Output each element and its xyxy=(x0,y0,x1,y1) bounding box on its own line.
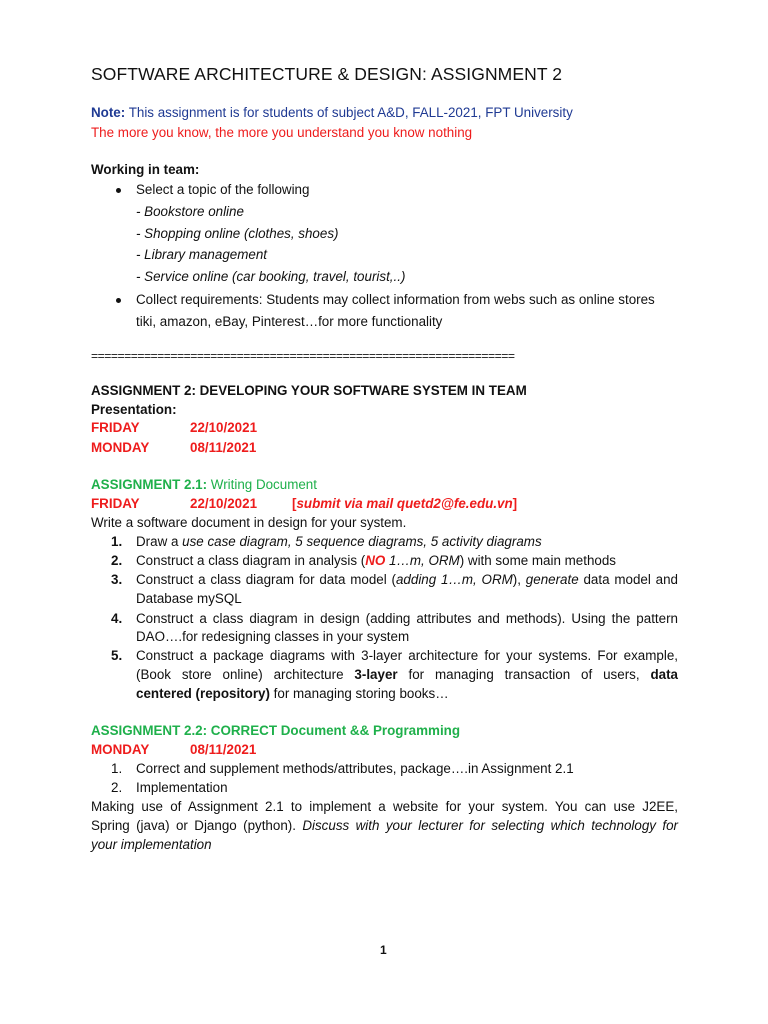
note-line xyxy=(91,105,573,120)
list-item-4-line-1: Construct a class diagram in design (adding attributes and methods). Using the pattern xyxy=(136,611,678,626)
list-item-2: Construct a class diagram in analysis (NO 1…m, ORM) with some main methods xyxy=(136,553,616,568)
a22-paragraph-line-1: Making use of Assignment 2.1 to implement a website for your system. You can use J2EE, xyxy=(91,799,678,814)
deadline-day: FRIDAY xyxy=(91,496,140,511)
note-text: This assignment is for students of subject A&D, FALL-2021, FPT University xyxy=(125,105,573,120)
assignment-2-2-heading: ASSIGNMENT 2.2: CORRECT Document && Programming xyxy=(91,723,461,738)
list-item-5-line-1: Construct a package diagrams with 3-layer architecture for your systems. For example, xyxy=(136,648,678,663)
list-number: 4. xyxy=(111,611,123,626)
list-number: 5. xyxy=(111,648,123,663)
presentation-date: 08/11/2021 xyxy=(190,440,257,455)
heading-prefix: ASSIGNMENT 2.1: xyxy=(91,477,211,492)
list-number: 2. xyxy=(111,553,123,568)
heading-title: Writing Document xyxy=(210,477,317,492)
a22-item-1: Correct and supplement methods/attributes, package….in Assignment 2.1 xyxy=(136,761,574,776)
assignment-2-1-heading xyxy=(91,477,317,492)
deadline-date: 08/11/2021 xyxy=(190,742,257,757)
topic-item: - Service online (car booking, travel, tourist,..) xyxy=(136,269,406,284)
presentation-day: FRIDAY xyxy=(91,420,140,435)
deadline-day: MONDAY xyxy=(91,742,150,757)
bullet-dot xyxy=(116,298,121,303)
document-title: SOFTWARE ARCHITECTURE & DESIGN: ASSIGNMENT 2 xyxy=(91,64,563,84)
presentation-day: MONDAY xyxy=(91,440,150,455)
requirements-line-2: tiki, amazon, eBay, Pinterest…for more functionality xyxy=(136,314,443,329)
presentation-label: Presentation: xyxy=(91,402,177,417)
a22-item-2: Implementation xyxy=(136,780,228,795)
topic-bullet: Select a topic of the following xyxy=(136,182,310,197)
separator-line: ================================================================ xyxy=(91,349,515,363)
team-heading: Working in team: xyxy=(91,162,200,177)
deadline-date: 22/10/2021 xyxy=(190,496,258,511)
list-item-3-line-1: Construct a class diagram for data model (adding 1…m, ORM), generate data model and xyxy=(136,572,678,587)
list-number: 2. xyxy=(111,780,123,795)
topic-item: - Library management xyxy=(136,247,267,262)
list-item-3-line-2: Database mySQL xyxy=(136,591,242,606)
list-number: 3. xyxy=(111,572,123,587)
list-item-1: Draw a use case diagram, 5 sequence diagrams, 5 activity diagrams xyxy=(136,534,542,549)
note-quote: The more you know, the more you understand you know nothing xyxy=(91,125,473,140)
list-item-4-line-2: DAO….for redesigning classes in your system xyxy=(136,629,410,644)
assignment-2-1-intro: Write a software document in design for your system. xyxy=(91,515,407,530)
note-label: Note: xyxy=(91,105,126,120)
submit-email-text: submit via mail quetd2@fe.edu.vn xyxy=(296,496,513,511)
list-item-5-line-2: (Book store online) architecture 3-layer for managing transaction of users, data xyxy=(136,667,678,682)
list-item-5-line-3: centered (repository) for managing storing books… xyxy=(136,686,449,701)
requirements-line-1: Collect requirements: Students may collect information from webs such as online stores xyxy=(136,292,655,307)
list-number: 1. xyxy=(111,761,123,776)
list-number: 1. xyxy=(111,534,123,549)
presentation-date: 22/10/2021 xyxy=(190,420,258,435)
page-number: 1 xyxy=(380,943,387,957)
a22-paragraph-line-2: Spring (java) or Django (python). Discuss with your lecturer for selecting which technology for xyxy=(91,818,678,833)
assignment-2-heading: ASSIGNMENT 2: DEVELOPING YOUR SOFTWARE SYSTEM IN TEAM xyxy=(91,383,527,398)
topic-item: - Bookstore online xyxy=(136,204,244,219)
a22-paragraph-line-3: your implementation xyxy=(91,837,212,852)
bullet-dot xyxy=(116,188,121,193)
topic-item: - Shopping online (clothes, shoes) xyxy=(136,226,339,241)
submit-instruction: [submit via mail quetd2@fe.edu.vn] xyxy=(292,496,518,511)
